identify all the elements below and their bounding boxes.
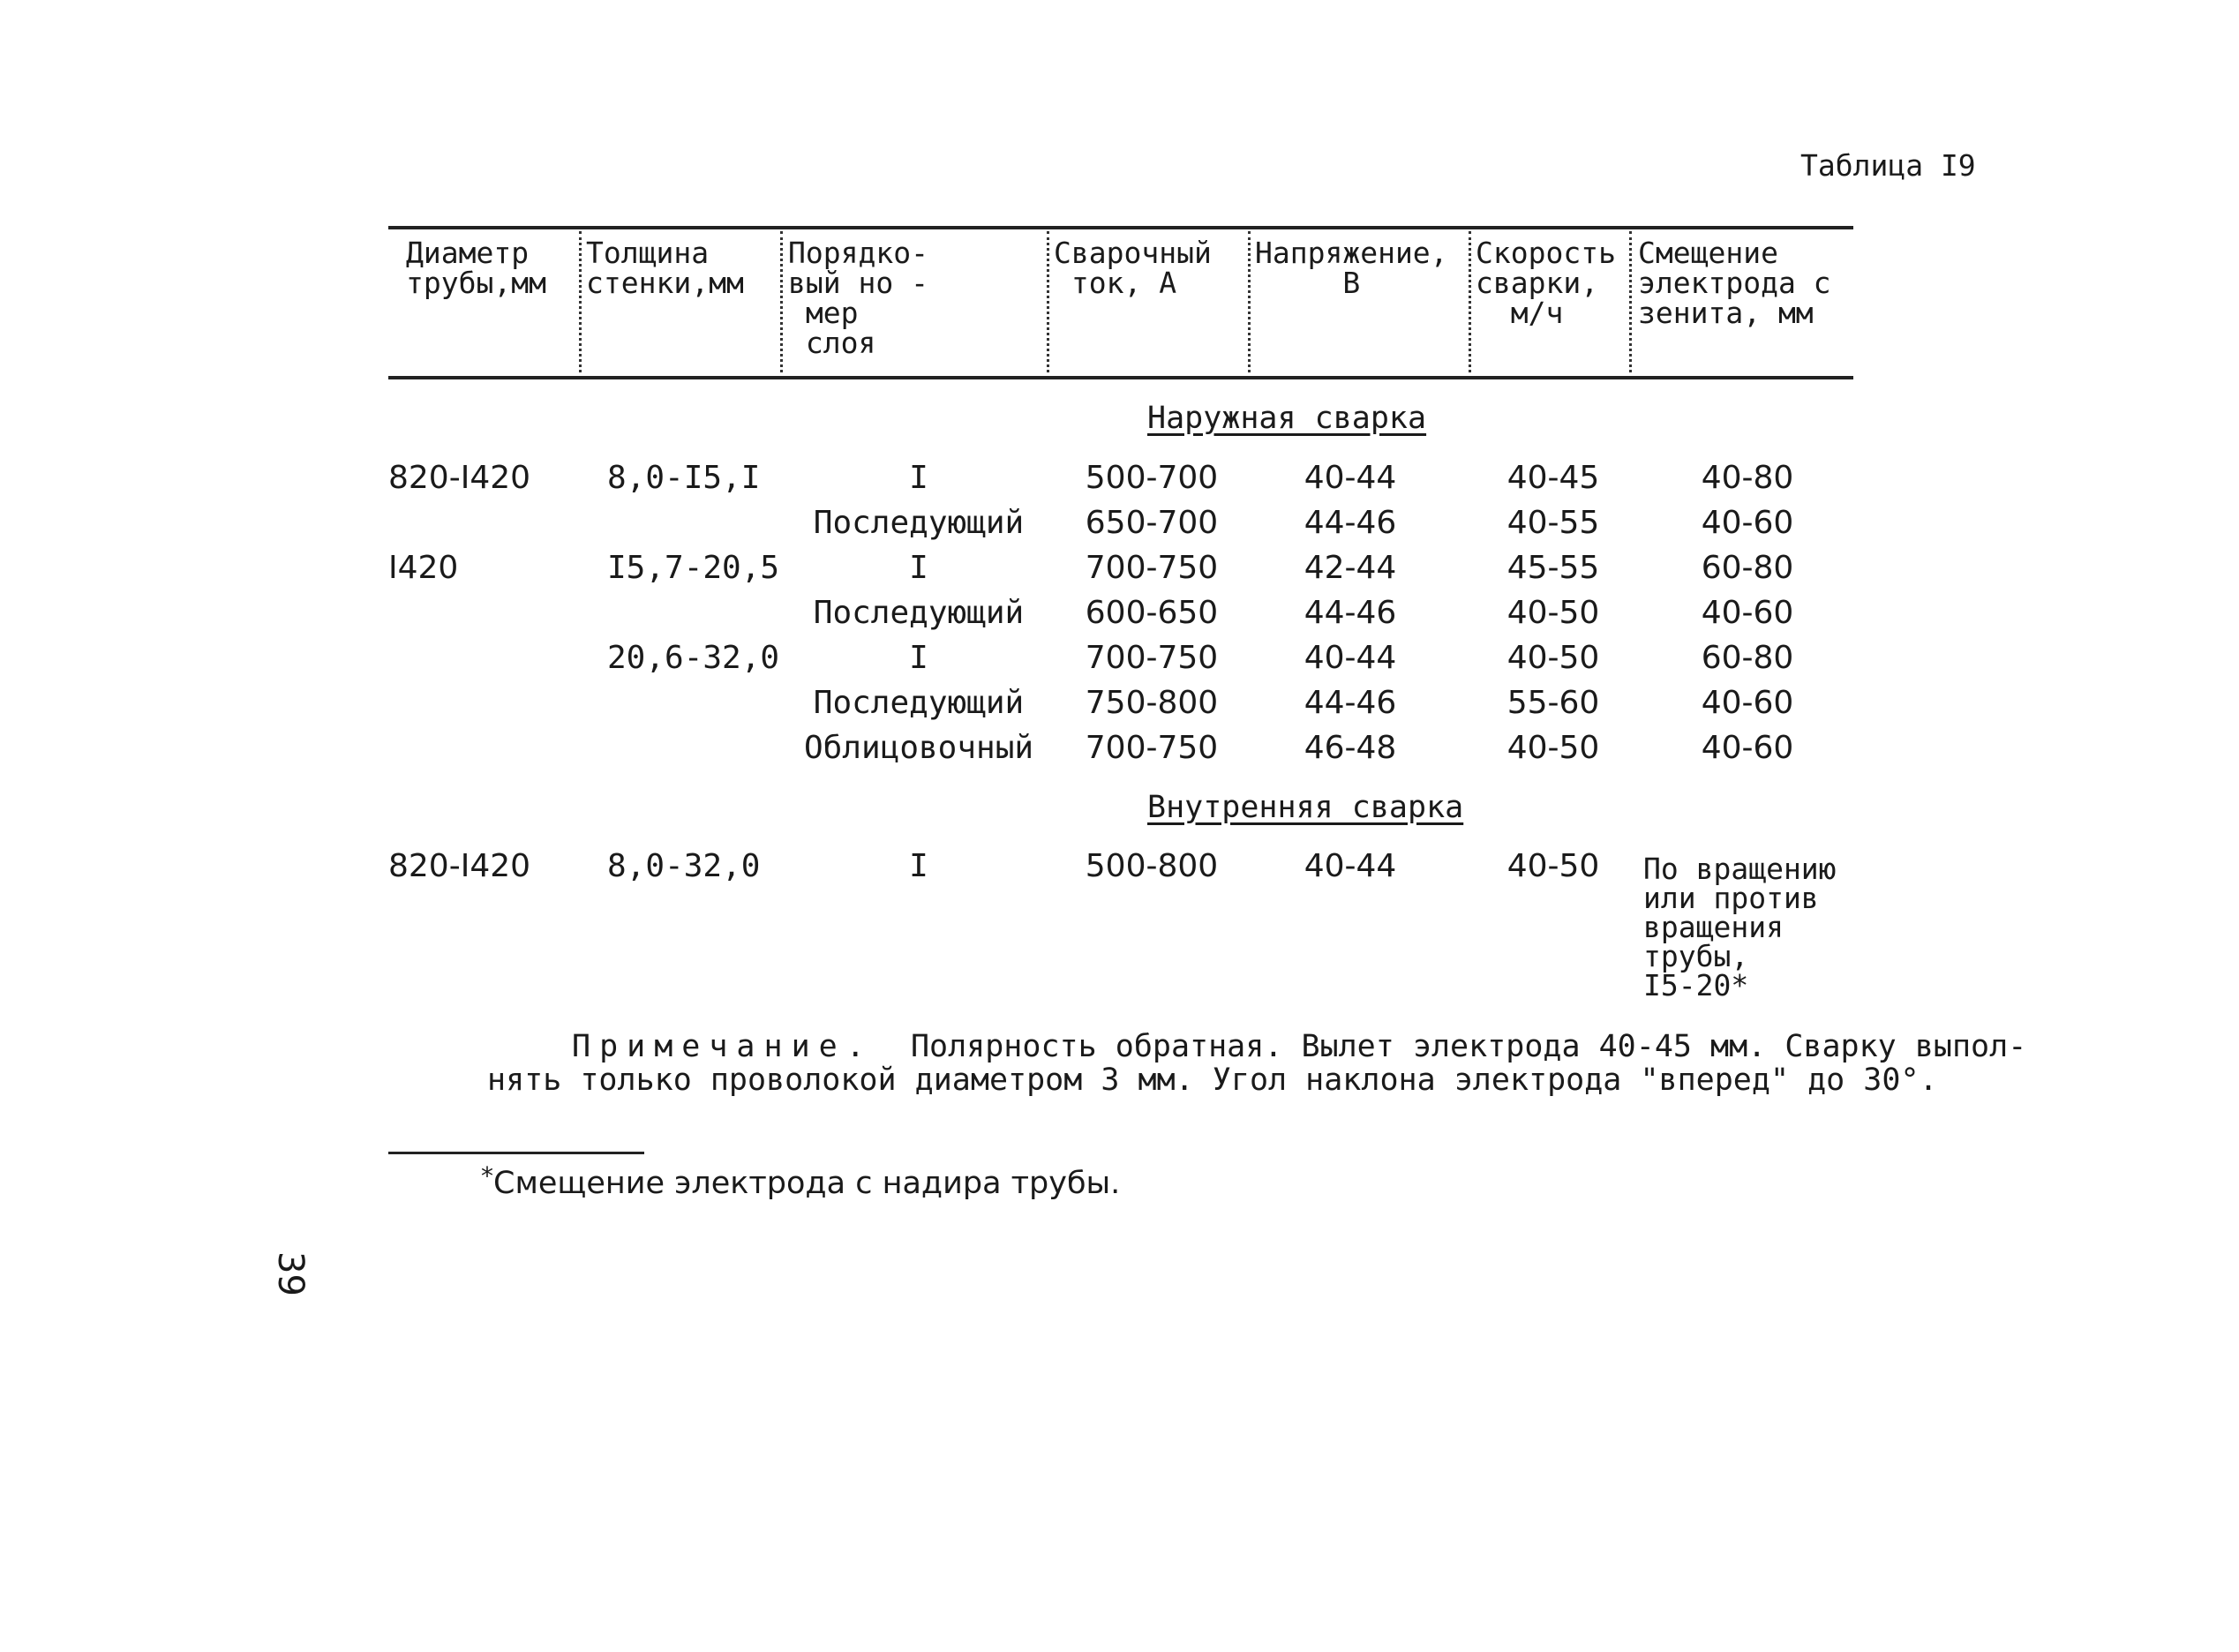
- header-layer-number: Порядко- вый но - мер слоя: [788, 236, 928, 360]
- cell-speed: 40-50: [1506, 640, 1600, 676]
- header-thickness: Толщина стенки,мм: [586, 236, 744, 300]
- header-separator: [1629, 231, 1632, 372]
- cell-layer: Последующий: [813, 685, 1025, 721]
- footnote-mark: *: [481, 1161, 493, 1190]
- cell-thickness: 8,0-32,0: [607, 848, 761, 884]
- header-separator: [1248, 231, 1251, 372]
- table-header-rule: [388, 376, 1853, 379]
- cell-thickness: I5,7-20,5: [607, 550, 780, 586]
- header-separator: [1047, 231, 1049, 372]
- header-voltage: Напряжение, В: [1255, 236, 1448, 300]
- cell-voltage: 44-46: [1304, 505, 1397, 541]
- header-welding-current: Сварочный ток, А: [1054, 236, 1212, 300]
- footnote-rule: [388, 1152, 644, 1154]
- table-top-rule: [388, 226, 1853, 229]
- section-outer-welding: Наружная сварка: [1147, 401, 1427, 436]
- cell-voltage: 44-46: [1304, 595, 1397, 631]
- table-caption: Таблица I9: [1800, 148, 1976, 183]
- cell-offset: 40-60: [1701, 685, 1794, 721]
- cell-layer: I: [909, 848, 928, 884]
- cell-voltage: 44-46: [1304, 685, 1397, 721]
- cell-current: 650-700: [1085, 505, 1219, 541]
- cell-layer: Последующий: [813, 595, 1025, 631]
- cell-offset: 40-60: [1701, 595, 1794, 631]
- note-text-1: Полярность обратная. Вылет электрода 40-45 мм. Сварку выпол-: [910, 1029, 2027, 1064]
- header-separator: [1469, 231, 1471, 372]
- note-line-2: нять только проволокой диаметром 3 мм. Угол наклона электрода "вперед" до 30°.: [487, 1063, 1938, 1098]
- cell-layer: I: [909, 460, 928, 496]
- cell-thickness: 20,6-32,0: [607, 640, 780, 676]
- cell-speed: 40-50: [1506, 848, 1600, 884]
- cell-current: 700-750: [1085, 730, 1219, 766]
- cell-diameter: 820-I420: [388, 460, 531, 496]
- header-separator: [780, 231, 783, 372]
- cell-layer: I: [909, 550, 928, 586]
- cell-speed: 40-50: [1506, 595, 1600, 631]
- page-number: 39: [270, 1251, 311, 1296]
- cell-voltage: 40-44: [1304, 460, 1397, 496]
- header-electrode-offset: Смещение электрода с зенита, мм: [1638, 236, 1831, 330]
- cell-offset: 40-60: [1701, 505, 1794, 541]
- cell-speed: 55-60: [1506, 685, 1600, 721]
- cell-speed: 40-50: [1506, 730, 1600, 766]
- cell-current: 500-800: [1085, 848, 1219, 884]
- section-inner-welding: Внутренняя сварка: [1147, 790, 1464, 825]
- cell-offset: 40-80: [1701, 460, 1794, 496]
- cell-offset-note: По вращению или против вращения трубы, I5-20*: [1643, 852, 1837, 1002]
- note-label: Примечание.: [572, 1029, 874, 1064]
- cell-offset: 60-80: [1701, 550, 1794, 586]
- cell-voltage: 46-48: [1304, 730, 1397, 766]
- cell-current: 700-750: [1085, 550, 1219, 586]
- note-line-1: [572, 1029, 2026, 1064]
- cell-speed: 40-55: [1506, 505, 1600, 541]
- cell-voltage: 40-44: [1304, 848, 1397, 884]
- cell-offset: 40-60: [1701, 730, 1794, 766]
- cell-current: 750-800: [1085, 685, 1219, 721]
- cell-voltage: 40-44: [1304, 640, 1397, 676]
- footnote-text: Смещение электрода с надира трубы.: [493, 1166, 1121, 1201]
- cell-current: 700-750: [1085, 640, 1219, 676]
- cell-diameter: I420: [388, 550, 459, 586]
- cell-diameter: 820-I420: [388, 848, 531, 884]
- cell-thickness: 8,0-I5,I: [607, 460, 761, 496]
- cell-speed: 40-45: [1506, 460, 1600, 496]
- header-diameter: Диаметр трубы,мм: [406, 236, 546, 300]
- cell-offset: 60-80: [1701, 640, 1794, 676]
- footnote: [481, 1161, 1120, 1201]
- cell-voltage: 42-44: [1304, 550, 1397, 586]
- cell-speed: 45-55: [1506, 550, 1600, 586]
- header-separator: [579, 231, 582, 372]
- cell-layer: Облицовочный: [803, 730, 1034, 766]
- cell-current: 500-700: [1085, 460, 1219, 496]
- cell-layer: I: [909, 640, 928, 676]
- header-welding-speed: Скорость сварки, м/ч: [1476, 236, 1616, 330]
- cell-current: 600-650: [1085, 595, 1219, 631]
- cell-layer: Последующий: [813, 505, 1025, 541]
